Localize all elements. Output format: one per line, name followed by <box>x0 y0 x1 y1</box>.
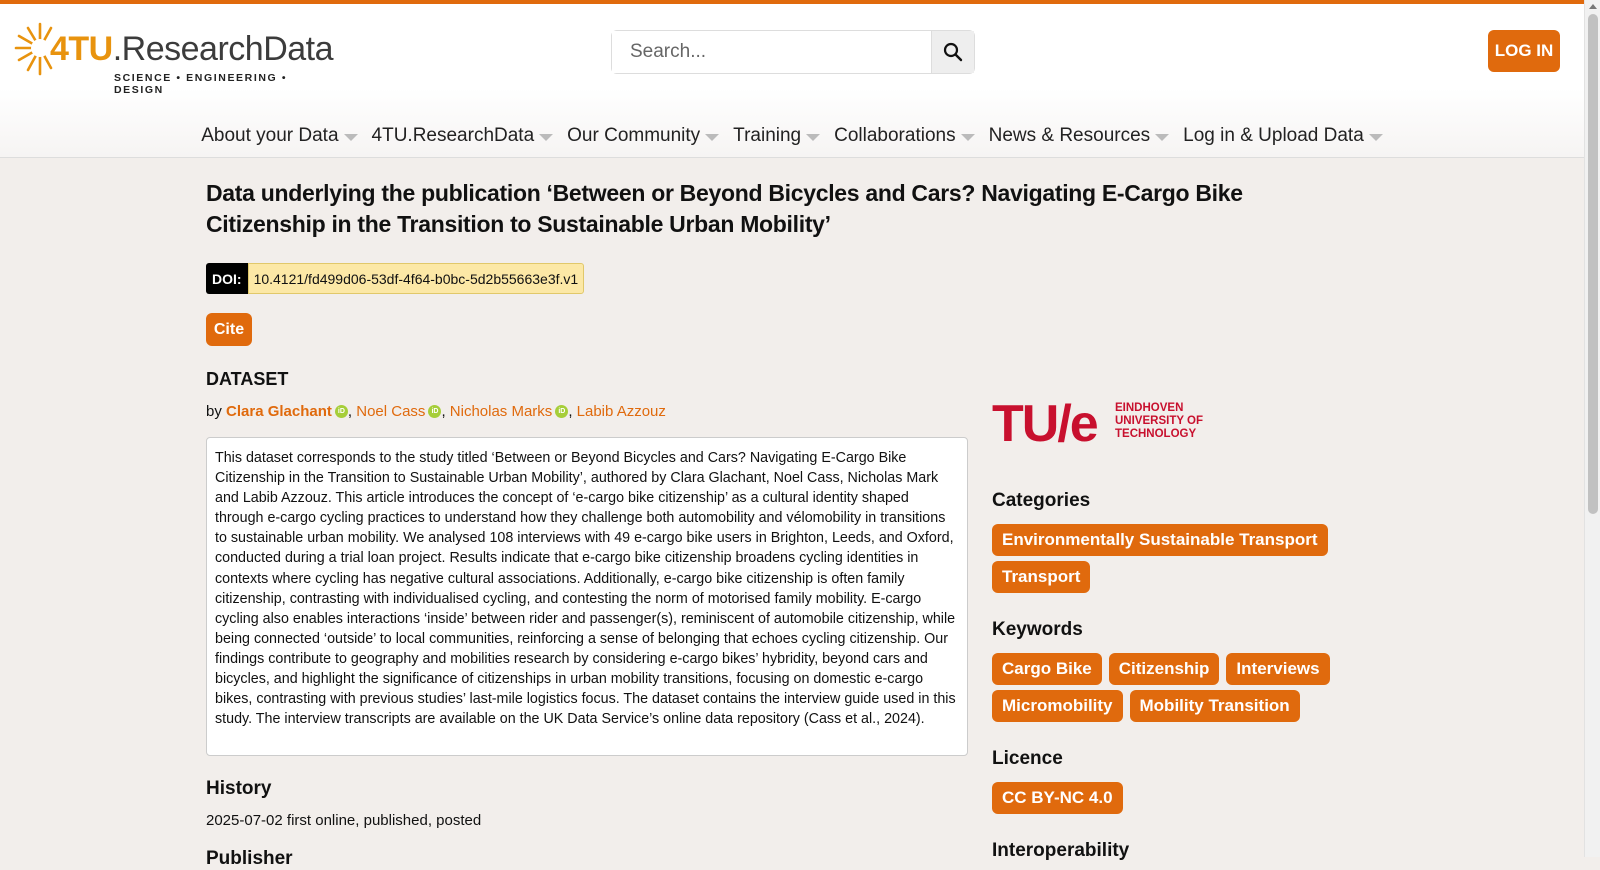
cite-button[interactable]: Cite <box>206 313 252 346</box>
interoperability-heading: Interoperability <box>992 840 1130 861</box>
author-link[interactable]: Nicholas Marks <box>449 403 553 420</box>
search-button[interactable] <box>931 31 974 73</box>
caret-down-icon <box>1369 134 1383 141</box>
logo-tagline: SCIENCE • ENGINEERING • DESIGN <box>114 72 288 96</box>
categories-heading: Categories <box>992 490 1091 511</box>
tue-fullname: EINDHOVEN UNIVERSITY OF TECHNOLOGY <box>1115 402 1203 440</box>
doi-label: DOI: <box>206 263 248 294</box>
caret-down-icon <box>539 134 553 141</box>
caret-down-icon <box>961 134 975 141</box>
keyword-tag[interactable]: Interviews <box>1226 653 1329 685</box>
publisher-heading: Publisher <box>206 848 293 869</box>
nav-item-news-resources[interactable]: News & Resources <box>989 118 1170 154</box>
keyword-tag[interactable]: Mobility Transition <box>1130 690 1300 722</box>
category-tag[interactable]: Transport <box>992 561 1090 593</box>
keyword-tag[interactable]: Cargo Bike <box>992 653 1102 685</box>
history-heading: History <box>206 778 272 799</box>
institution-logo[interactable] <box>992 395 1222 453</box>
site-logo[interactable] <box>14 20 334 96</box>
search-box <box>611 30 975 74</box>
scrollbar-thumb[interactable] <box>1588 14 1598 514</box>
scroll-up-arrow-icon[interactable] <box>1589 4 1597 9</box>
caret-down-icon <box>344 134 358 141</box>
page-scrollbar[interactable] <box>1584 0 1600 857</box>
keywords-heading: Keywords <box>992 619 1083 640</box>
by-label: by <box>206 403 222 420</box>
caret-down-icon <box>705 134 719 141</box>
doi-value[interactable]: 10.4121/fd499d06-53df-4f64-b0bc-5d2b55663e3f.v1 <box>248 263 585 294</box>
search-input[interactable] <box>612 31 932 73</box>
sunburst-logo-icon <box>14 20 54 78</box>
author-link[interactable]: Labib Azzouz <box>576 403 666 420</box>
history-value: 2025-07-02 first online, published, posted <box>206 812 482 829</box>
dataset-description: This dataset corresponds to the study titled ‘Between or Beyond Bicycles and Cars? Navigating E-Cargo Bike Citizenship in the Transition to Sustainable Urban Mobility’, authored by Clara Glachant, Noel Cass, Nicholas Mark and Labib Azzouz. This article introduces the concept of ‘e-cargo bike citizenship’ as a cultural identity shaped through e-cargo cycling practices to understand how they challenge both automobility and vélomobility in transitions to sustainable urban mobility. We analysed 108 interviews with 49 e-cargo bike users in Brighton, Leeds, and Oxford, conducted during a trial loan project. Results indicate that e-cargo bike citizenship broadens cycling identities in contexts where cycling has negative cultural associations. Additionally, e-cargo bike citizenship is often family citizenship, contrasting with individualised cycling, and contesting the norm of motorised family mobility. E-cargo cycling also enables interactions ‘inside’ between rider and passenger(s), reminiscent of automobile citizenship, while being connected ‘outside’ to local communities, reinforcing a sense of belonging that echoes cycling citizenship. Our findings contribute to geography and mobilities research by considering e-cargo bikes’ hybridity, beyond cars and bicycles, and highlight the significance of citizenships in urban mobility transitions, focusing on domestic e-cargo bikes, contrasting with previous studies’ last-mile logistics focus. The dataset contains the interview guide used in this study. The interview transcripts are available on the UK Data Service’s online data repository (Cass et al., 2024). <box>206 437 968 756</box>
tue-abbr: TU/e <box>992 395 1097 453</box>
search-icon <box>943 42 963 62</box>
site-header <box>0 4 1584 158</box>
author-link[interactable]: Noel Cass <box>356 403 426 420</box>
nav-item-4tu-researchdata[interactable]: 4TU.ResearchData <box>372 118 554 154</box>
nav-item-about-your-data[interactable]: About your Data <box>201 118 357 154</box>
nav-item-login-upload[interactable]: Log in & Upload Data <box>1183 118 1383 154</box>
licence-heading: Licence <box>992 748 1063 769</box>
dataset-title: Data underlying the publication ‘Between or Beyond Bicycles and Cars? Navigating E-Cargo Bike Citizenship in the Transition to Sustainable Urban Mobility’ <box>206 180 1243 237</box>
nav-item-our-community[interactable]: Our Community <box>567 118 719 154</box>
keyword-tag[interactable]: Micromobility <box>992 690 1123 722</box>
orcid-icon[interactable]: iD <box>335 405 348 418</box>
login-button[interactable]: LOG IN <box>1488 30 1560 72</box>
orcid-icon[interactable]: iD <box>428 405 441 418</box>
author-link[interactable]: Clara Glachant <box>226 403 332 420</box>
keyword-tag[interactable]: Citizenship <box>1109 653 1220 685</box>
category-tag[interactable]: Environmentally Sustainable Transport <box>992 524 1328 556</box>
licence-list <box>992 782 1332 814</box>
caret-down-icon <box>1155 134 1169 141</box>
orcid-icon[interactable]: iD <box>555 405 568 418</box>
licence-tag[interactable]: CC BY-NC 4.0 <box>992 782 1123 814</box>
nav-item-collaborations[interactable]: Collaborations <box>834 118 974 154</box>
keyword-list <box>992 653 1332 722</box>
nav-item-training[interactable]: Training <box>733 118 820 154</box>
dataset-type-label: DATASET <box>206 369 289 389</box>
doi-badge <box>206 263 584 294</box>
main-navigation <box>0 118 1584 154</box>
caret-down-icon <box>806 134 820 141</box>
author-list: by Clara Glachant iD , Noel Cass iD , Nicholas Marks iD , Labib Azzouz <box>206 403 666 420</box>
category-list <box>992 524 1332 593</box>
logo-wordmark: 4TU.ResearchData <box>50 30 334 68</box>
